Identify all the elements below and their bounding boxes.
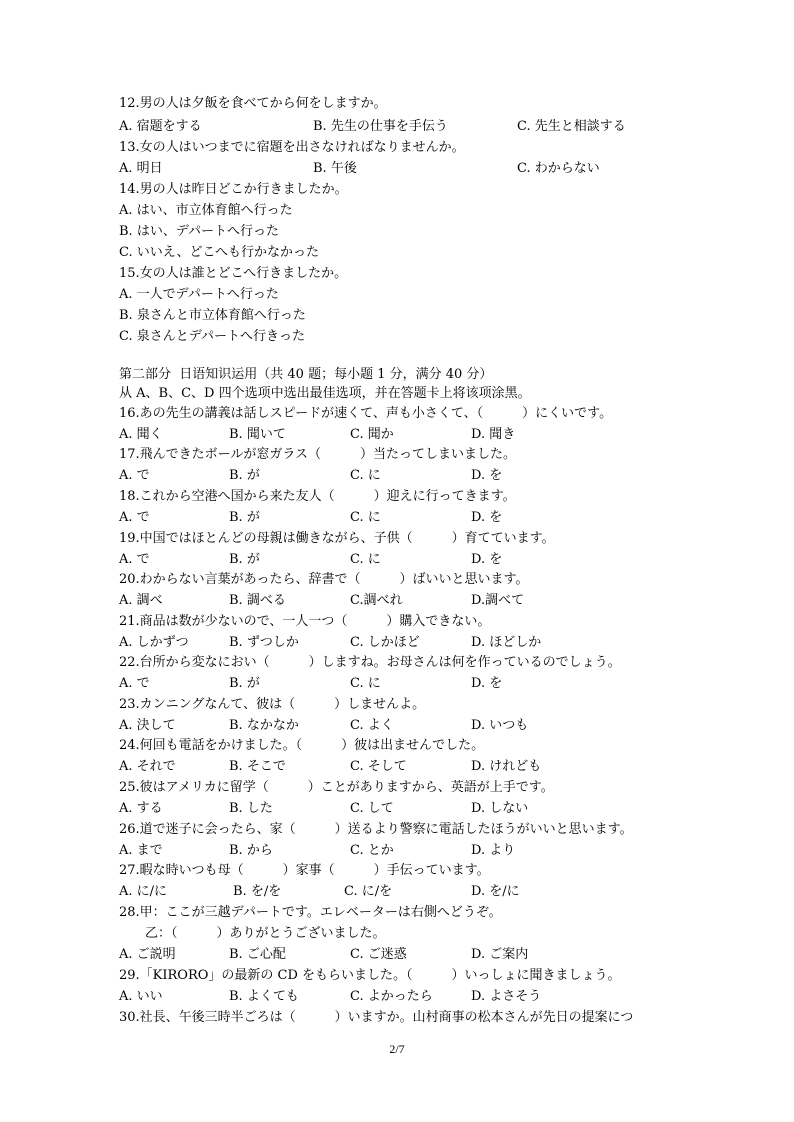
- question-30: 30.社長、午後三時半ごろは（ ）いますか。山村商事の松本さんが先日の提案につ: [119, 1010, 634, 1025]
- option-20-b: B. 調べる: [229, 593, 286, 608]
- option-20-d: D.調べて: [471, 593, 525, 608]
- question-20: 20.わからない言葉があったら、辞書で（ ）ばいいと思います。: [119, 572, 529, 587]
- option-18-d: D. を: [471, 510, 503, 525]
- option-20-a: A. 調べ: [119, 593, 163, 608]
- option-29-c: C. よかったら: [350, 989, 433, 1004]
- option-12-b: B. 先生の仕事を手伝う: [313, 119, 448, 134]
- option-28-a: A. ご説明: [119, 947, 176, 962]
- option-21-a: A. しかずつ: [119, 635, 189, 650]
- question-12: 12.男の人は夕飯を食べてから何をしますか。: [119, 96, 387, 111]
- option-26-a: A. まで: [119, 843, 163, 858]
- option-16-d: D. 聞き: [471, 427, 516, 442]
- option-24-d: D. けれども: [471, 759, 542, 774]
- option-25-d: D. しない: [471, 801, 529, 816]
- question-26: 26.道で迷子に会ったら、家（ ）送るより警察に電話したほうがいいと思います。: [119, 822, 633, 837]
- option-19-d: D. を: [471, 552, 503, 567]
- option-29-d: D. よさそう: [471, 989, 542, 1004]
- question-18: 18.これから空港へ国から来た友人（ ）迎えに行ってきます。: [119, 489, 516, 504]
- option-21-c: C. しかほど: [350, 635, 420, 650]
- option-18-a: A. で: [119, 510, 150, 525]
- option-19-b: B. が: [229, 552, 260, 567]
- option-23-b: B. なかなか: [229, 718, 299, 733]
- question-14: 14.男の人は昨日どこか行きましたか。: [119, 182, 348, 197]
- question-27: 27.暇な時いつも母（ ）家事（ ）手伝っています。: [119, 863, 490, 878]
- option-13-c: C. わからない: [517, 161, 600, 176]
- option-15-b: B. 泉さんと市立体育館へ行った: [119, 308, 306, 323]
- option-17-c: C. に: [350, 468, 381, 483]
- option-26-b: B. から: [229, 843, 273, 858]
- option-23-a: A. 決して: [119, 718, 176, 733]
- option-22-b: B. が: [229, 676, 260, 691]
- question-23: 23.カンニングなんて、彼は（ ）しませんよ。: [119, 697, 426, 712]
- option-26-d: D. より: [471, 843, 516, 858]
- option-12-c: C. 先生と相談する: [517, 119, 626, 134]
- option-23-c: C. よく: [350, 718, 394, 733]
- option-17-b: B. が: [229, 468, 260, 483]
- option-24-b: B. そこで: [229, 759, 286, 774]
- option-17-d: D. を: [471, 468, 503, 483]
- option-24-c: C. そして: [350, 759, 407, 774]
- option-15-c: C. 泉さんとデパートへ行きった: [119, 329, 305, 344]
- option-14-c: C. いいえ、どこへも行かなかった: [119, 245, 320, 260]
- option-23-d: D. いつも: [471, 718, 529, 733]
- option-16-a: A. 聞く: [119, 427, 163, 442]
- question-24: 24.何回も電話をかけました。（ ）彼は出ませんでした。: [119, 738, 485, 753]
- question-21: 21.商品は数が少ないので、一人一つ（ ）購入できない。: [119, 614, 491, 629]
- option-24-a: A. それで: [119, 759, 176, 774]
- option-12-a: A. 宿题をする: [119, 119, 202, 134]
- option-21-b: B. ずつしか: [229, 635, 299, 650]
- option-28-d: D. ご案内: [471, 947, 529, 962]
- option-27-a: A. に/に: [119, 884, 168, 899]
- question-22: 22.台所から変なにおい（ ）しますね。お母さんは何を作っているのでしょう。: [119, 655, 621, 670]
- option-20-c: C.調べれ: [350, 593, 403, 608]
- question-15: 15.女の人は誰とどこへ行きましたか。: [119, 266, 348, 281]
- option-26-c: C. とか: [350, 843, 394, 858]
- option-13-b: B. 午後: [313, 161, 357, 176]
- option-25-c: C. して: [350, 801, 394, 816]
- option-15-a: A. 一人でデパートへ行った: [119, 287, 279, 302]
- section-instructions: 从 A、B、C、D 四个选项中选出最佳选项，并在答题卡上将该项涂黑。: [119, 386, 531, 401]
- question-28-reply: 乙：（ ）ありがとうございました。: [145, 926, 386, 941]
- page-number: 2/7: [389, 1042, 405, 1056]
- option-28-b: B. ご心配: [229, 947, 286, 962]
- option-14-a: A. はい、市立体育館へ行った: [119, 203, 293, 218]
- option-25-b: B. した: [229, 801, 273, 816]
- question-16: 16.あの先生の講義は話しスピードが速くて、声も小さくて、（ ）にくいです。: [119, 406, 613, 421]
- option-18-c: C. に: [350, 510, 381, 525]
- option-22-a: A. で: [119, 676, 150, 691]
- question-17: 17.飛んできたボールが窓ガラス（ ）当たってしまいました。: [119, 447, 517, 462]
- option-27-d: D. を/に: [471, 884, 520, 899]
- option-16-b: B. 聞いて: [229, 427, 286, 442]
- option-21-d: D. ほどしか: [471, 635, 542, 650]
- option-29-a: A. いい: [119, 989, 163, 1004]
- section-heading: 第二部分 日语知识运用（共 40 题；每小题 1 分，满分 40 分）: [119, 367, 493, 382]
- option-18-b: B. が: [229, 510, 260, 525]
- question-28: 28.甲：ここが三越デパートです。エレベーターは右側へどうぞ。: [119, 905, 502, 920]
- question-29: 29.「KIRORO」の最新の CD をもらいました。（ ）いっしょに聞きましょう。: [119, 968, 621, 983]
- option-25-a: A. する: [119, 801, 163, 816]
- option-17-a: A. で: [119, 468, 150, 483]
- option-27-b: B. を/を: [233, 884, 282, 899]
- question-19: 19.中国ではほとんどの母親は働きながら、子供（ ）育てています。: [119, 531, 555, 546]
- question-13: 13.女の人はいつまでに宿題を出さなければなりませんか。: [119, 140, 465, 155]
- option-22-d: D. を: [471, 676, 503, 691]
- option-29-b: B. よくても: [229, 989, 299, 1004]
- option-19-a: A. で: [119, 552, 150, 567]
- option-19-c: C. に: [350, 552, 381, 567]
- option-28-c: C. ご迷惑: [350, 947, 407, 962]
- option-22-c: C. に: [350, 676, 381, 691]
- option-27-c: C. に/を: [344, 884, 393, 899]
- question-25: 25.彼はアメリカに留学（ ）ことがありますから、英語が上手です。: [119, 780, 554, 795]
- option-13-a: A. 明日: [119, 161, 163, 176]
- option-14-b: B. はい、デパートへ行った: [119, 224, 280, 239]
- option-16-c: C. 聞か: [350, 427, 394, 442]
